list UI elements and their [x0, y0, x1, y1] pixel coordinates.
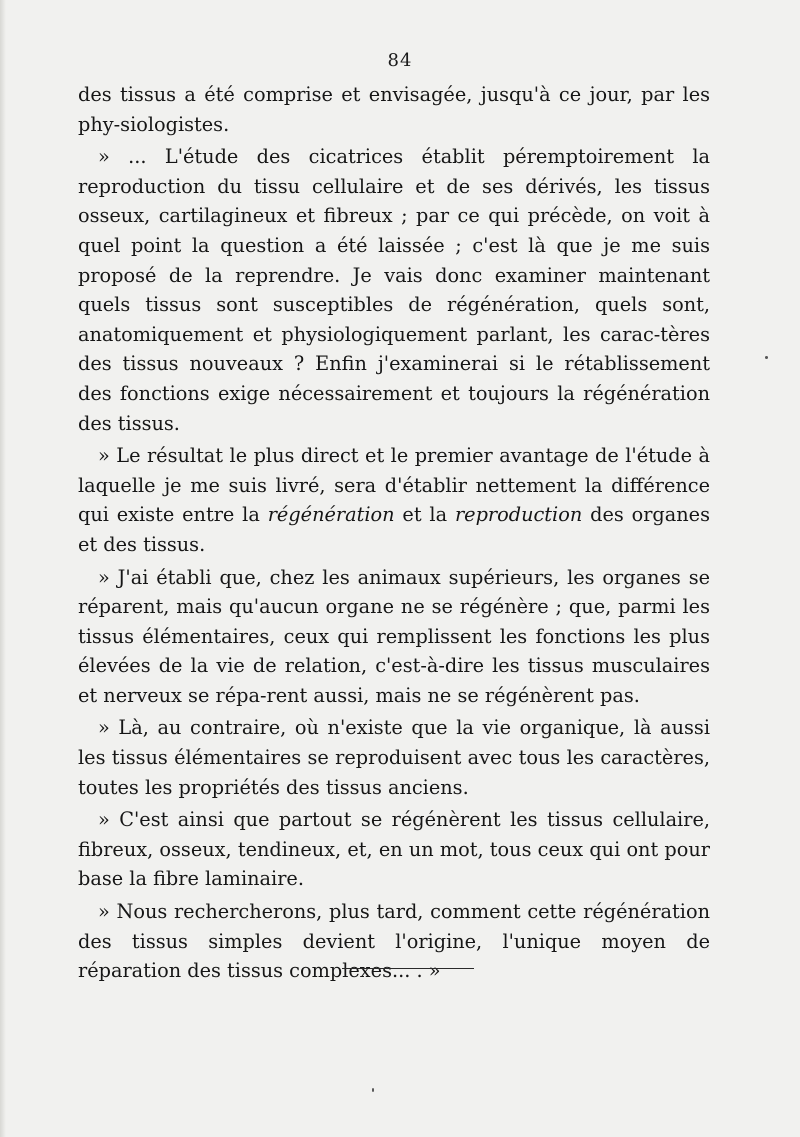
paragraph [78, 713, 710, 802]
text-run: » Nous rechercherons, plus tard, comment cette régénération des tissus simples devient l'origine, l'unique moyen de réparation des tissus complexes... . » [78, 900, 710, 983]
text-run: » ... L'étude des cicatrices établit péremptoirement la reproduction du tissu cellulaire et de ses dérivés, les tissus osseux, cartilagineux et fibreux ; par ce qui précède, on voit à quel point la question a été laissée ; c'est là que je me suis proposé de la reprendre. Je vais donc examiner maintenant quels tissus sont susceptibles de régénération, quels sont, anatomiquement et physiologiquement parlant, les carac-tères des tissus nouveaux ? Enfin j'examinerai si le rétablissement des fonctions exige nécessairement et toujours la régénération des tissus. [78, 145, 710, 435]
text-run: » J'ai établi que, chez les animaux supérieurs, les organes se réparent, mais qu'aucun organe ne se régénère ; que, parmi les tissus élémentaires, ceux qui remplissent les fonctions les plus élevées de la vie de relation, c'est-à-dire les tissus musculaires et nerveux se répa-rent aussi, mais ne se régénèrent pas. [78, 565, 710, 707]
paragraph [78, 142, 710, 438]
scan-speck [765, 356, 768, 359]
text-run: » C'est ainsi que partout se régénèrent les tissus cellulaire, fibreux, osseux, tendineux, et, en un mot, tous ceux qui ont pour base la fibre laminaire. [78, 808, 710, 891]
text-run: des tissus a été comprise et envisagée, jusqu'à ce jour, par les phy-siologistes. [78, 83, 710, 136]
text-run: » Là, au contraire, où n'existe que la vie organique, là aussi les tissus élémentaires se reproduisent avec tous les caractères, toutes les propriétés des tissus anciens. [78, 716, 710, 799]
italic-term: reproduction [454, 503, 583, 527]
paragraph [78, 805, 710, 894]
page-edge-shadow [0, 0, 6, 1137]
text-run: » Le résultat le plus direct et le premier avantage de l'étude à laquelle je me suis livré, sera d'établir nettement la différence qui existe entre la [78, 444, 710, 527]
paragraph [78, 563, 710, 711]
scan-speck [372, 1088, 374, 1092]
closing-rule [342, 968, 474, 969]
paragraph [78, 441, 710, 559]
italic-term: régénération [267, 503, 395, 527]
paragraph [78, 897, 710, 986]
body-text [78, 80, 710, 989]
text-run: et la [394, 503, 455, 527]
paragraph [78, 80, 710, 139]
text-run: des organes et des tissus. [78, 503, 710, 556]
page-number: 84 [387, 50, 413, 71]
